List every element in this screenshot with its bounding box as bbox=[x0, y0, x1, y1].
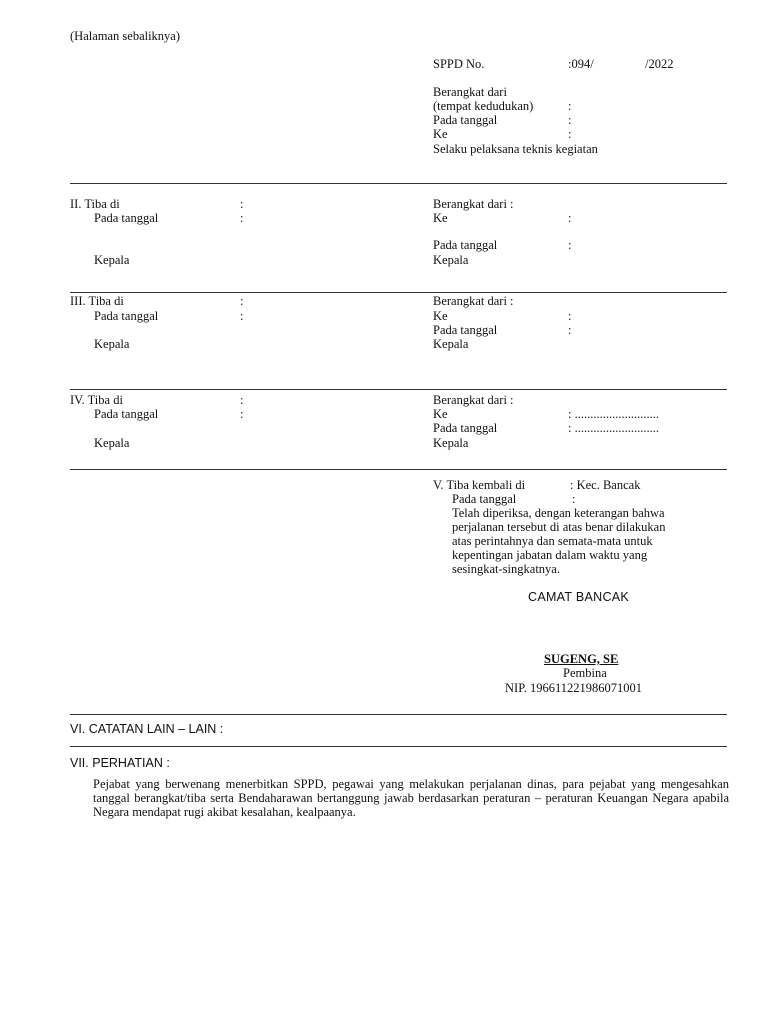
section2-depart: Berangkat dari : bbox=[433, 197, 514, 211]
sppd-label: SPPD No. bbox=[433, 57, 485, 71]
attention-label: VII. PERHATIAN : bbox=[70, 756, 170, 770]
section2-head: Kepala bbox=[94, 253, 130, 267]
section2-arrive-colon: : bbox=[240, 197, 244, 211]
section3-date-right-colon: : bbox=[568, 323, 572, 337]
divider bbox=[70, 469, 727, 470]
section4-to: Ke bbox=[433, 407, 448, 421]
section4-to-dots: : ........................... bbox=[568, 407, 659, 421]
statement-line: atas perintahnya dan semata-mata untuk bbox=[452, 534, 653, 548]
section4-arrive-colon: : bbox=[240, 393, 244, 407]
section3-date: Pada tanggal bbox=[94, 309, 159, 323]
section4-head-right: Kepala bbox=[433, 436, 469, 450]
notes-label: VI. CATATAN LAIN – LAIN : bbox=[70, 722, 224, 736]
domicile-colon: : bbox=[568, 99, 572, 113]
section2-head-right: Kepala bbox=[433, 253, 469, 267]
domicile-label: (tempat kedudukan) bbox=[433, 99, 534, 113]
to-colon: : bbox=[568, 127, 572, 141]
section2-date-colon: : bbox=[240, 211, 244, 225]
official-name: SUGENG, SE bbox=[544, 652, 619, 666]
statement-line: Telah diperiksa, dengan keterangan bahwa bbox=[452, 506, 665, 520]
section4-head: Kepala bbox=[94, 436, 130, 450]
section4-date-dots: : ........................... bbox=[568, 421, 659, 435]
section3-to-colon: : bbox=[568, 309, 572, 323]
section2-arrive: II. Tiba di bbox=[70, 197, 120, 211]
section4-date: Pada tanggal bbox=[94, 407, 159, 421]
divider bbox=[70, 389, 727, 390]
divider bbox=[70, 714, 727, 715]
section3-date-right: Pada tanggal bbox=[433, 323, 498, 337]
statement-line: perjalanan tersebut di atas benar dilakukan bbox=[452, 520, 666, 534]
statement-line: kepentingan jabatan dalam waktu yang bbox=[452, 548, 648, 562]
to-label: Ke bbox=[433, 127, 448, 141]
section5-date-colon: : bbox=[572, 492, 576, 506]
section5-return: V. Tiba kembali di bbox=[433, 478, 526, 492]
attention-text: Pejabat yang berwenang menerbitkan SPPD, pegawai yang melakukan perjalanan dinas, para pejabat yang mengesahkan tanggal berangkat/tiba serta Bendaharawan bertanggung jawab berdasarkan peraturan – peraturan Keuangan Negara apabila Negara mendapat rugi akibat kesalahan, kealpaanya. bbox=[93, 777, 729, 819]
divider bbox=[70, 292, 727, 293]
section3-head: Kepala bbox=[94, 337, 130, 351]
section5-return-value: : Kec. Bancak bbox=[570, 478, 641, 492]
sppd-number: :094/ bbox=[568, 57, 594, 71]
section3-head-right: Kepala bbox=[433, 337, 469, 351]
sppd-year: /2022 bbox=[645, 57, 674, 71]
section3-arrive: III. Tiba di bbox=[70, 294, 124, 308]
section4-arrive: IV. Tiba di bbox=[70, 393, 123, 407]
divider bbox=[70, 183, 727, 184]
section4-date-colon: : bbox=[240, 407, 244, 421]
divider bbox=[70, 746, 727, 747]
section5-date: Pada tanggal bbox=[452, 492, 517, 506]
statement-line: sesingkat-singkatnya. bbox=[452, 562, 560, 576]
official-rank: Pembina bbox=[563, 666, 607, 680]
section2-to: Ke bbox=[433, 211, 448, 225]
depart-from-label: Berangkat dari bbox=[433, 85, 507, 99]
date-label: Pada tanggal bbox=[433, 113, 498, 127]
section4-depart: Berangkat dari : bbox=[433, 393, 514, 407]
section3-depart: Berangkat dari : bbox=[433, 294, 514, 308]
section4-date-right: Pada tanggal bbox=[433, 421, 498, 435]
official-title: CAMAT BANCAK bbox=[528, 590, 630, 604]
section2-to-colon: : bbox=[568, 211, 572, 225]
section2-date: Pada tanggal bbox=[94, 211, 159, 225]
section3-date-colon: : bbox=[240, 309, 244, 323]
executor-label: Selaku pelaksana teknis kegiatan bbox=[433, 142, 598, 156]
date-colon: : bbox=[568, 113, 572, 127]
section3-arrive-colon: : bbox=[240, 294, 244, 308]
official-nip: NIP. 196611221986071001 bbox=[505, 681, 643, 695]
section2-date-right-colon: : bbox=[568, 238, 572, 252]
page-note: (Halaman sebaliknya) bbox=[70, 29, 181, 43]
section3-to: Ke bbox=[433, 309, 448, 323]
section2-date-right: Pada tanggal bbox=[433, 238, 498, 252]
